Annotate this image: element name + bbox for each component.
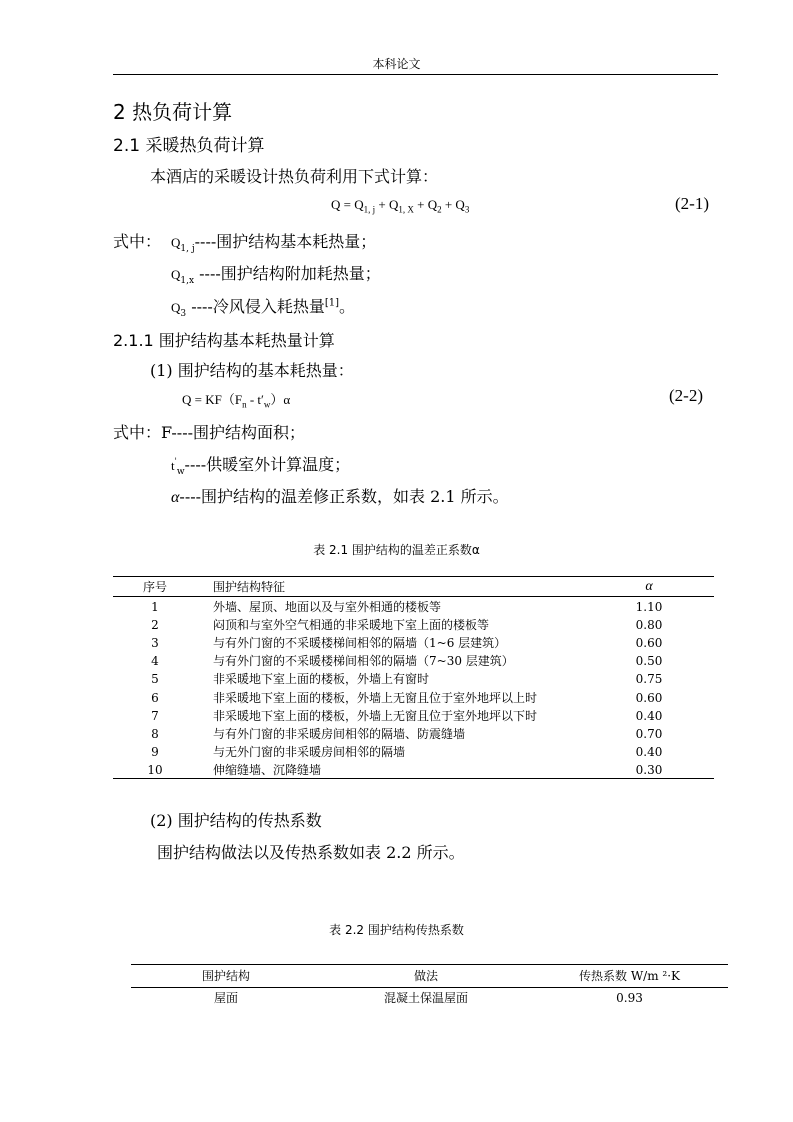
col-header-feature: 围护结构特征 bbox=[213, 580, 286, 594]
table-row: 8 与有外门窗的非采暖房间相邻的隔墙、防震缝墙 0.70 bbox=[151, 726, 663, 741]
table-row: 2 闷顶和与室外空气相通的非采暖地下室上面的楼板等 0.80 bbox=[151, 618, 663, 633]
intro-text: 本酒店的采暖设计热负荷利用下式计算： bbox=[150, 167, 439, 186]
table-row: 9 与无外门窗的非采暖房间相邻的隔墙 0.40 bbox=[151, 744, 663, 759]
table-2-1-top-rule bbox=[113, 576, 714, 577]
col-header-structure: 围护结构 bbox=[201, 969, 250, 983]
item-2-text: 围护结构做法以及传热系数如表 2.2 所示。 bbox=[157, 843, 465, 862]
header-rule bbox=[113, 74, 718, 75]
table-2-1 bbox=[97, 578, 685, 779]
table-header-row bbox=[97, 578, 685, 596]
table-row: 6 非采暖地下室上面的楼板，外墙上无窗且位于室外地坪以上时 0.60 bbox=[151, 690, 663, 705]
table-row: 屋面 混凝土保温屋面 0.93 bbox=[213, 991, 643, 1005]
where-item-q1x: $Q_{1,x}$ ----围护结构附加耗热量； bbox=[171, 264, 381, 287]
table-row: 3 与有外门窗的不采暖楼梯间相邻的隔墙（1~6 层建筑） 0.60 bbox=[151, 636, 663, 651]
equation-2-2: $Q = KF(F_n - t'_w)\alpha$ bbox=[182, 392, 291, 410]
table-row: 1 外墙、屋顶、地面以及与室外相通的楼板等 1.10 bbox=[151, 600, 663, 615]
heading-section-2-1: 2.1 采暖热负荷计算 bbox=[113, 136, 265, 156]
col-header-index: 序号 bbox=[142, 580, 167, 594]
heading-section-2: 2 热负荷计算 bbox=[113, 100, 233, 124]
col-header-method: 做法 bbox=[413, 969, 438, 983]
table-row: 5 非采暖地下室上面的楼板，外墙上有窗时 0.75 bbox=[151, 672, 663, 687]
table-2-2-caption: 表 2.2 围护结构传热系数 bbox=[329, 923, 464, 937]
table-header-row bbox=[131, 965, 728, 987]
item-2-heading: (2) 围护结构的传热系数 bbox=[150, 811, 322, 830]
equation-number-2-2: (2-2) bbox=[669, 386, 703, 405]
item-1-heading: (1) 围护结构的基本耗热量： bbox=[150, 361, 354, 380]
where-item-q3: $Q_3$ ----冷风侵入耗热量[1]。 bbox=[171, 297, 356, 320]
table-row: 7 非采暖地下室上面的楼板，外墙上无窗且位于室外地坪以下时 0.40 bbox=[151, 708, 663, 723]
table-row: 10 伸缩缝墙、沉降缝墙 0.30 bbox=[147, 762, 663, 777]
col-header-u-value: 传热系数 W/m ²·K bbox=[579, 969, 680, 983]
where-item-tw: $t'_w----$供暖室外计算温度； bbox=[171, 455, 351, 478]
equation-2-1: $Q = Q_{1, j} + Q_{1, X} + Q_2 + Q_3$ bbox=[331, 197, 470, 215]
equation-number-2-1: (2-1) bbox=[675, 194, 709, 213]
page-header: 本科论文 bbox=[372, 57, 421, 71]
table-row: 4 与有外门窗的不采暖楼梯间相邻的隔墙（7~30 层建筑） 0.50 bbox=[151, 654, 663, 669]
table-2-1-caption: 表 2.1 围护结构的温差正系数α bbox=[313, 543, 480, 557]
citation-ref: [1] bbox=[324, 297, 340, 309]
table-2-2 bbox=[131, 965, 728, 1009]
where-lead-2: 式中：F----围护结构面积； bbox=[113, 423, 306, 442]
where-item-q1j: $Q_{1, j}----$围护结构基本耗热量； bbox=[171, 232, 377, 255]
heading-section-2-1-1: 2.1.1 围护结构基本耗热量计算 bbox=[113, 331, 335, 350]
col-header-alpha: α bbox=[645, 579, 653, 594]
where-lead-1: 式中： bbox=[113, 232, 162, 251]
where-item-alpha: α----围护结构的温差修正系数，如表 2.1 所示。 bbox=[171, 487, 509, 506]
